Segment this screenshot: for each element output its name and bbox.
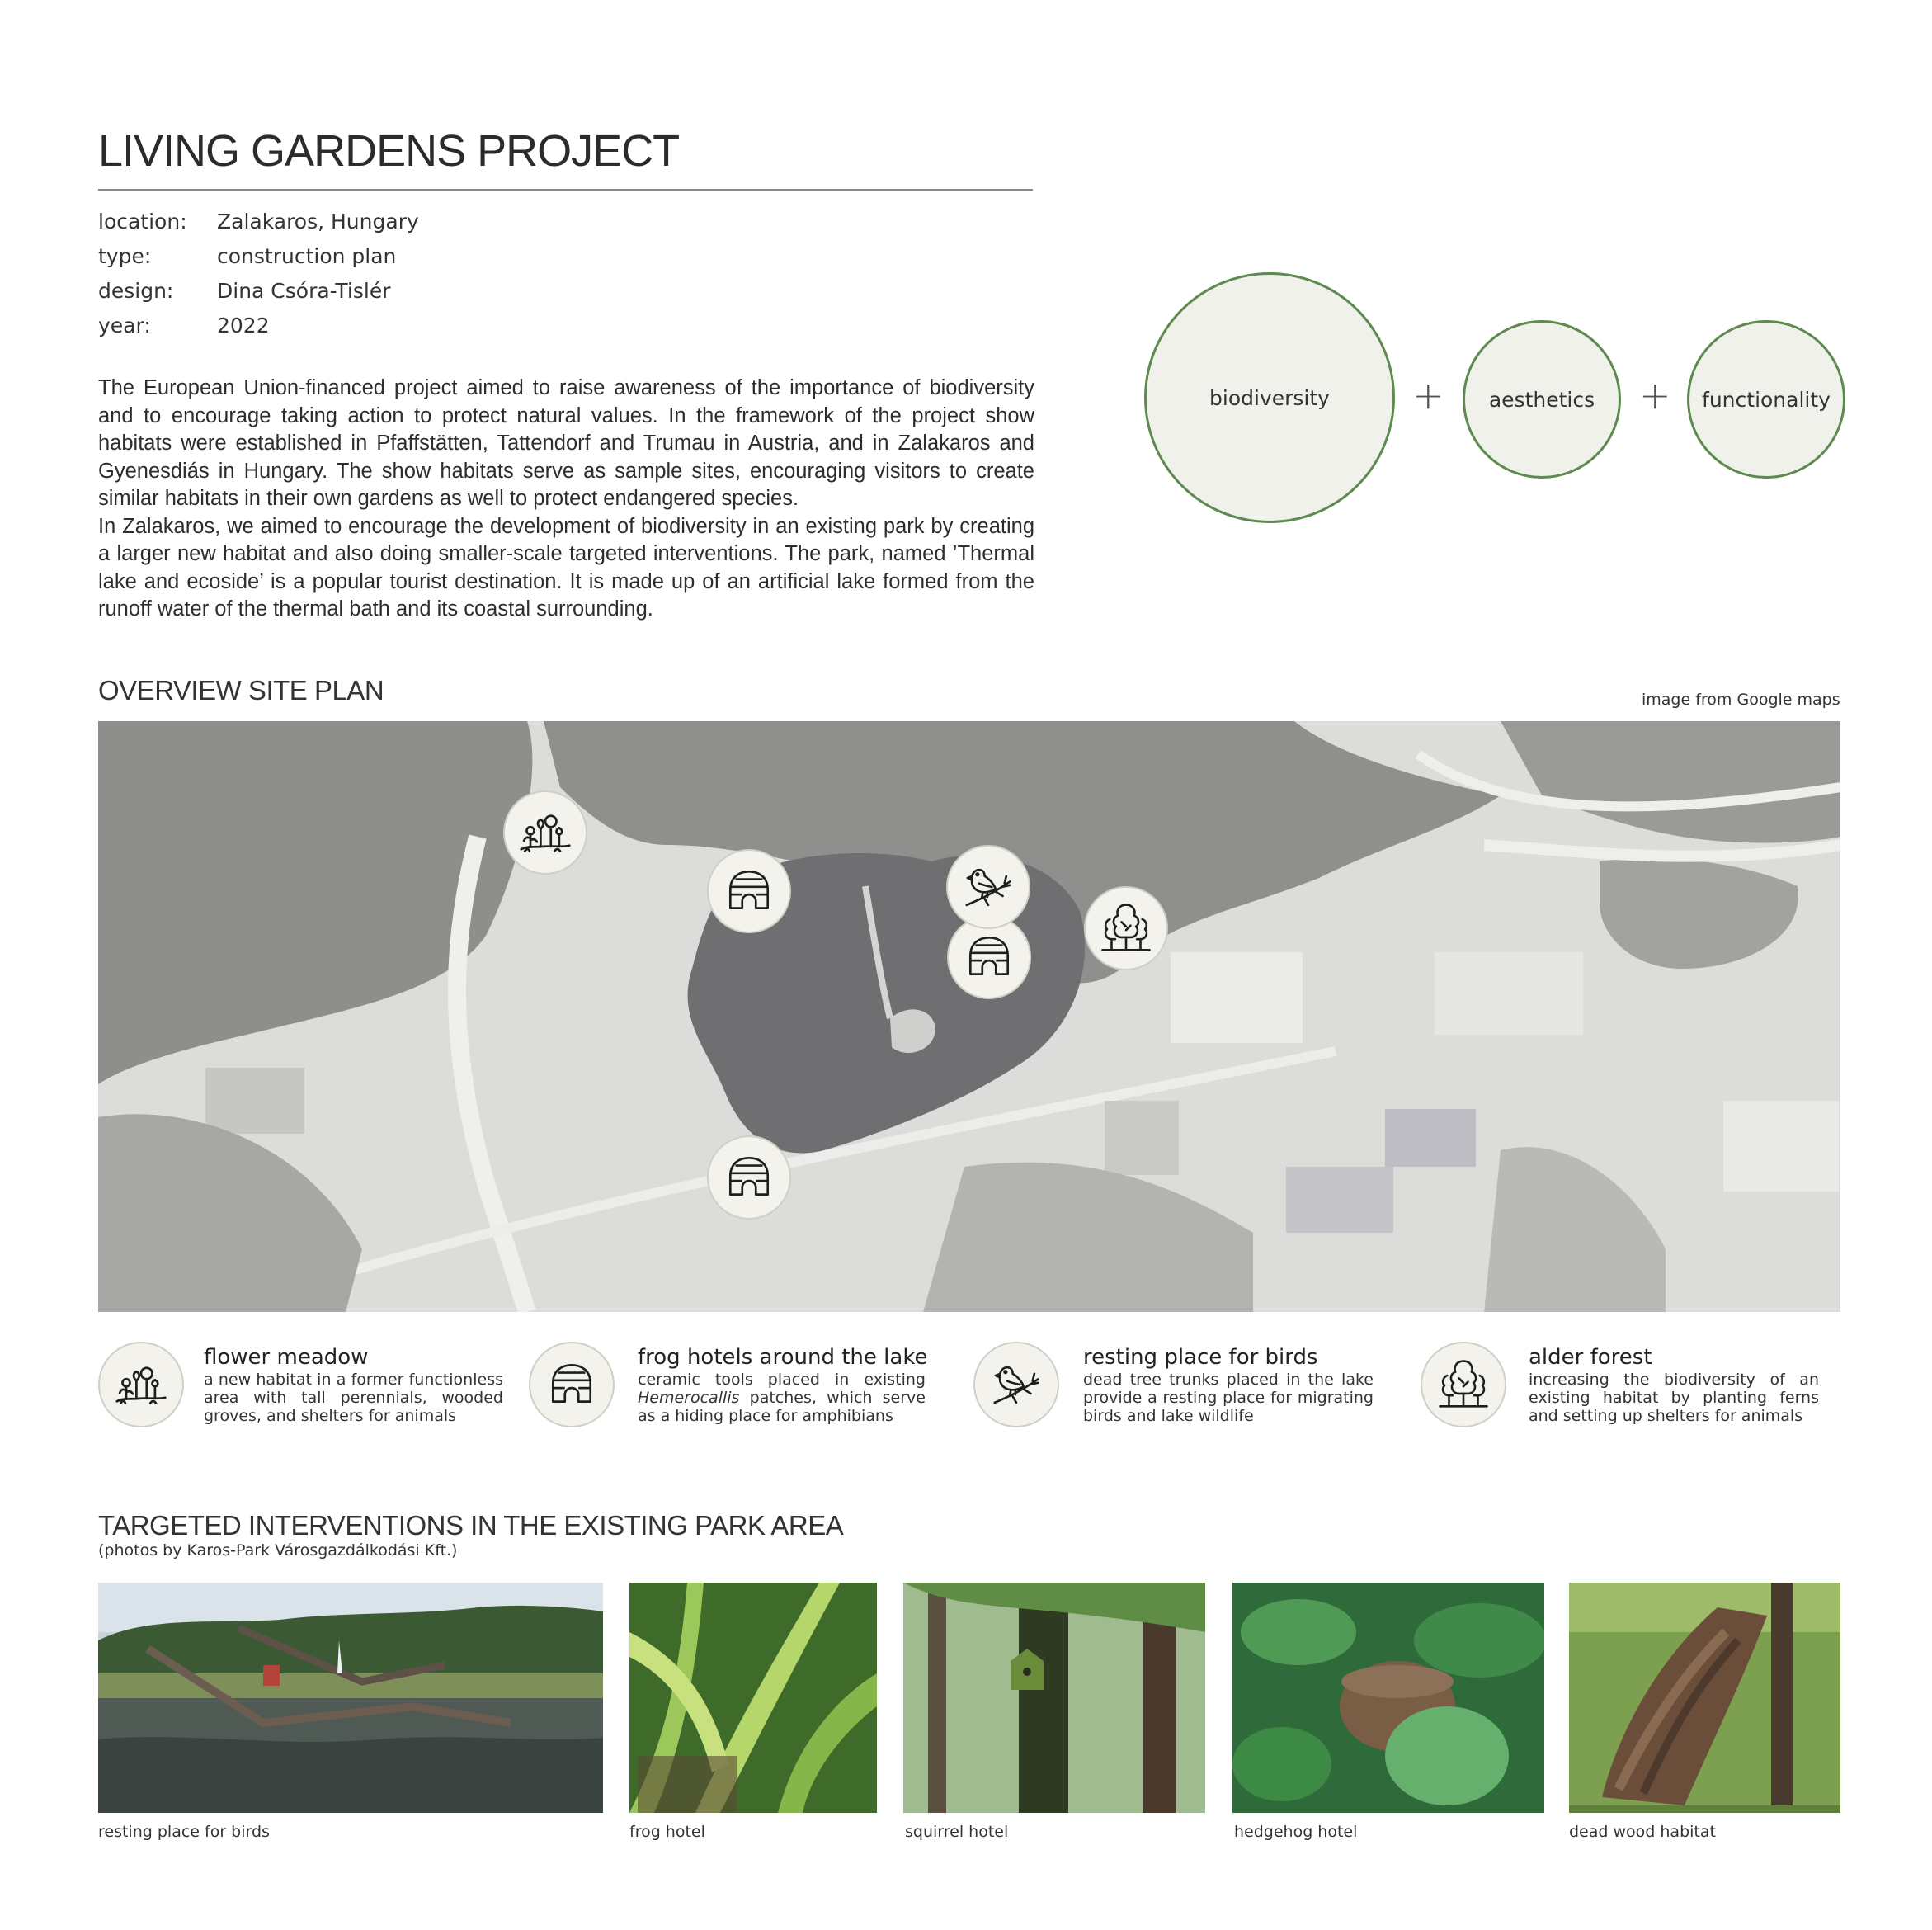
legend-icon-frog-hotel	[529, 1342, 615, 1427]
map-marker-frog-hotel[interactable]	[707, 1135, 791, 1220]
map-credit: image from Google maps	[1642, 691, 1840, 709]
photo-resting-place-for-birds	[98, 1583, 603, 1813]
legend-title: flower meadow	[204, 1345, 369, 1370]
meta-type	[98, 244, 419, 279]
trees-icon	[1435, 1356, 1492, 1413]
meta-design	[98, 279, 419, 314]
site-plan-map	[98, 721, 1840, 1312]
hedgehog-hotel-photo	[1232, 1583, 1544, 1813]
photo-caption: hedgehog hotel	[1234, 1823, 1358, 1841]
bird-on-branch-icon	[959, 858, 1017, 916]
concept-label: functionality	[1702, 387, 1831, 412]
meta-value: Dina Csóra-Tislér	[217, 279, 391, 303]
meta-value: Zalakaros, Hungary	[217, 210, 419, 234]
meta-key: year:	[98, 314, 151, 337]
photo-credit: (photos by Karos-Park Városgazdálkodási Kft.)	[98, 1541, 458, 1560]
map-marker-bird-resting[interactable]	[946, 845, 1030, 929]
plus-sign: +	[1412, 373, 1444, 418]
photo-caption: squirrel hotel	[905, 1823, 1009, 1841]
meta-year	[98, 314, 419, 348]
legend-desc-text: patches, which serve as a hiding place for amphibians	[638, 1389, 926, 1425]
project-description	[98, 375, 1034, 624]
concept-biodiversity	[1144, 272, 1395, 523]
intro-paragraph: In Zalakaros, we aimed to encourage the development of biodiversity in an existing park by creating a larger new habitat and also doing smaller-scale targeted interventions. The park, named ’Thermal lake and ecoside’ is a popular tourist destination. It is made up of an artificial lake formed from the runoff water of the thermal bath and its coastal surrounding.	[98, 514, 1034, 621]
frog-hotel-photo	[629, 1583, 877, 1813]
photo-caption: frog hotel	[629, 1823, 705, 1841]
photo-caption: dead wood habitat	[1569, 1823, 1716, 1841]
frog-hotel-icon	[962, 930, 1016, 984]
meta-key: design:	[98, 279, 174, 303]
trees-icon	[1097, 899, 1155, 957]
legend-icon-flower-meadow	[98, 1342, 184, 1427]
lake-photo	[98, 1583, 603, 1813]
concept-aesthetics	[1463, 320, 1621, 479]
legend-title: frog hotels around the lake	[638, 1345, 928, 1370]
concept-functionality	[1687, 320, 1845, 479]
plus-sign: +	[1639, 373, 1671, 418]
legend-icon-alder-forest	[1421, 1342, 1506, 1427]
squirrel-hotel-photo	[903, 1583, 1205, 1813]
flower-meadow-icon	[516, 803, 575, 862]
map-marker-flower-meadow[interactable]	[503, 790, 587, 875]
legend-icon-bird-resting	[973, 1342, 1059, 1427]
photo-frog-hotel	[629, 1583, 877, 1813]
frog-hotel-icon	[722, 864, 776, 918]
meta-location	[98, 210, 419, 244]
flower-meadow-icon	[111, 1355, 171, 1414]
legend-description: a new habitat in a former functionless area with tall perennials, wooded groves, and shelters for animals	[204, 1371, 503, 1425]
photo-squirrel-hotel	[903, 1583, 1205, 1813]
meta-key: type:	[98, 244, 152, 268]
photo-hedgehog-hotel	[1232, 1583, 1544, 1813]
meta-key: location:	[98, 210, 187, 234]
overview-title: OVERVIEW SITE PLAN	[98, 675, 384, 705]
legend-description: increasing the biodiversity of an existing habitat by planting ferns and setting up shelters for animals	[1529, 1371, 1819, 1425]
frog-hotel-icon	[544, 1357, 599, 1412]
concept-label: biodiversity	[1209, 385, 1330, 410]
aerial-image	[98, 721, 1840, 1312]
legend-description	[638, 1371, 926, 1425]
legend-description: dead tree trunks placed in the lake provide a resting place for migrating birds and lake wildlife	[1083, 1371, 1374, 1425]
photo-caption: resting place for birds	[98, 1823, 270, 1841]
title-divider	[98, 189, 1033, 191]
intro-paragraph: The European Union-financed project aimed to raise awareness of the importance of biodiversity and to encourage taking action to protect natural values. In the framework of the project show habitats were established in Pfaffstätten, Tattendorf and Trumau in Austria, and in Zalakaros and Gyenesdiás in Hungary. The show habitats serve as sample sites, encouraging visitors to create similar habitats in their own gardens as well to protect endangered species.	[98, 376, 1034, 510]
meta-value: 2022	[217, 314, 270, 337]
bird-on-branch-icon	[987, 1356, 1045, 1413]
legend-title: alder forest	[1529, 1345, 1652, 1370]
photo-dead-wood-habitat	[1569, 1583, 1840, 1813]
meta-value: construction plan	[217, 244, 397, 268]
legend-title: resting place for birds	[1083, 1345, 1318, 1370]
page-title: LIVING GARDENS PROJECT	[98, 126, 680, 176]
map-marker-frog-hotel[interactable]	[707, 849, 791, 933]
legend-desc-text: ceramic tools placed in existing	[638, 1371, 926, 1389]
interventions-title: TARGETED INTERVENTIONS IN THE EXISTING PARK AREA	[98, 1510, 844, 1541]
frog-hotel-icon	[722, 1150, 776, 1205]
project-meta	[98, 210, 419, 348]
concept-label: aesthetics	[1488, 387, 1595, 412]
legend-desc-species: Hemerocallis	[638, 1389, 740, 1407]
map-marker-alder-forest[interactable]	[1084, 886, 1168, 970]
dead-wood-photo	[1569, 1583, 1840, 1813]
